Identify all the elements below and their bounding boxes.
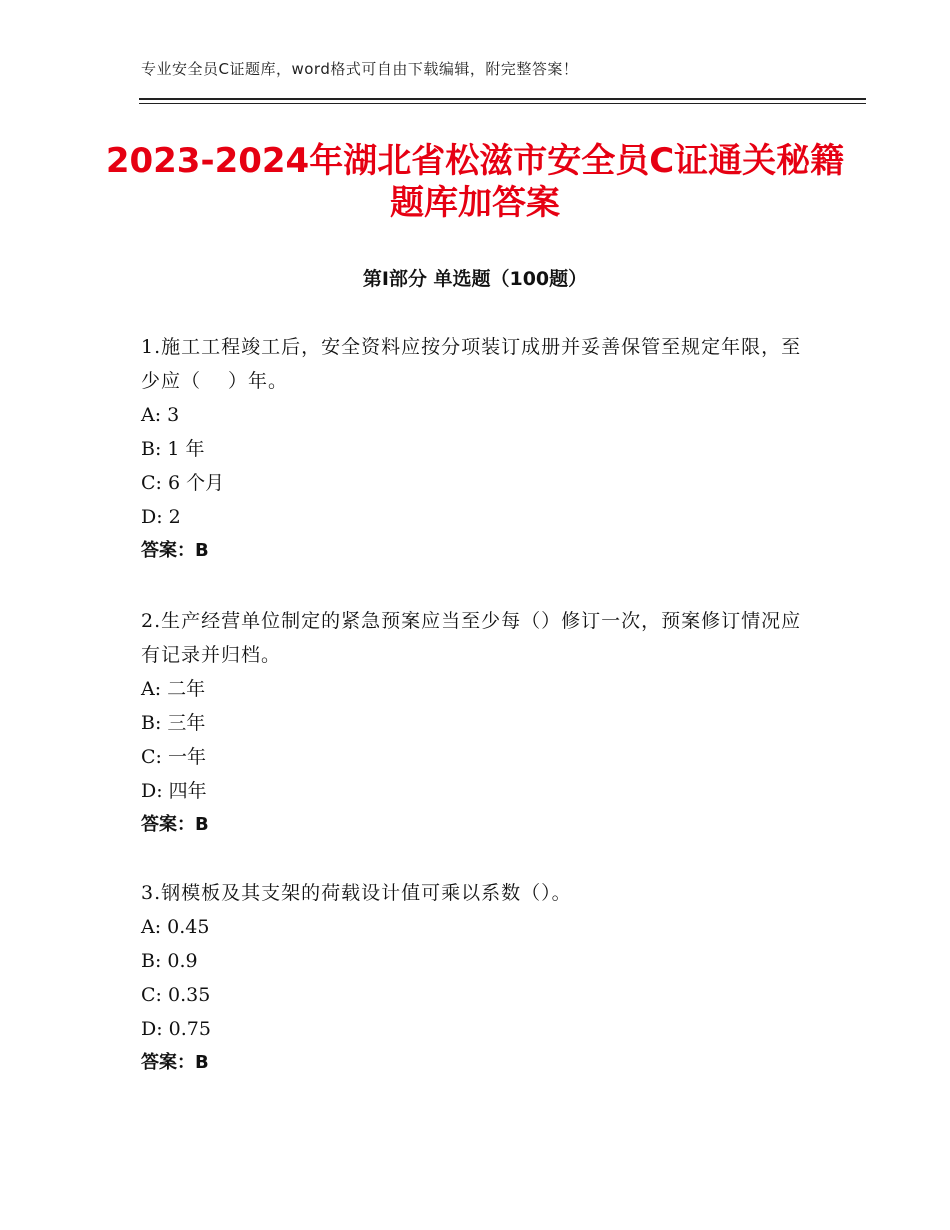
answer: 答案：B [141, 814, 209, 835]
option-c: C: 一年 [141, 746, 206, 768]
option-b: B: 三年 [141, 712, 206, 734]
question-1 [141, 330, 821, 568]
question-stem: 2.生产经营单位制定的紧急预案应当至少每（）修订一次，预案修订情况应有记录并归档。 [141, 610, 802, 666]
option-c: C: 6 个月 [141, 472, 225, 494]
option-d: D: 0.75 [141, 1018, 211, 1040]
option-b: B: 1 年 [141, 438, 205, 460]
answer: 答案：B [141, 1052, 209, 1073]
header-rule-thick [139, 98, 866, 100]
option-b: B: 0.9 [141, 950, 198, 972]
header-rule-thin [139, 103, 866, 104]
document-title: 2023-2024年湖北省松滋市安全员C证通关秘籍题库加答案 [105, 141, 845, 223]
option-a: A: 0.45 [141, 916, 210, 938]
option-d: D: 2 [141, 506, 181, 528]
option-d: D: 四年 [141, 780, 207, 802]
question-3 [141, 876, 821, 1080]
question-stem: 1.施工工程竣工后，安全资料应按分项装订成册并妥善保管至规定年限，至少应（ ）年。 [141, 336, 802, 392]
option-a: A: 二年 [141, 678, 206, 700]
option-c: C: 0.35 [141, 984, 211, 1006]
question-stem: 3.钢模板及其支架的荷载设计值可乘以系数（）。 [141, 882, 572, 904]
question-2 [141, 604, 821, 842]
section-heading: 第I部分 单选题（100题） [362, 268, 588, 290]
option-a: A: 3 [141, 404, 180, 426]
header-note: 专业安全员C证题库，word格式可自由下载编辑，附完整答案！ [141, 60, 579, 78]
answer: 答案：B [141, 540, 209, 561]
